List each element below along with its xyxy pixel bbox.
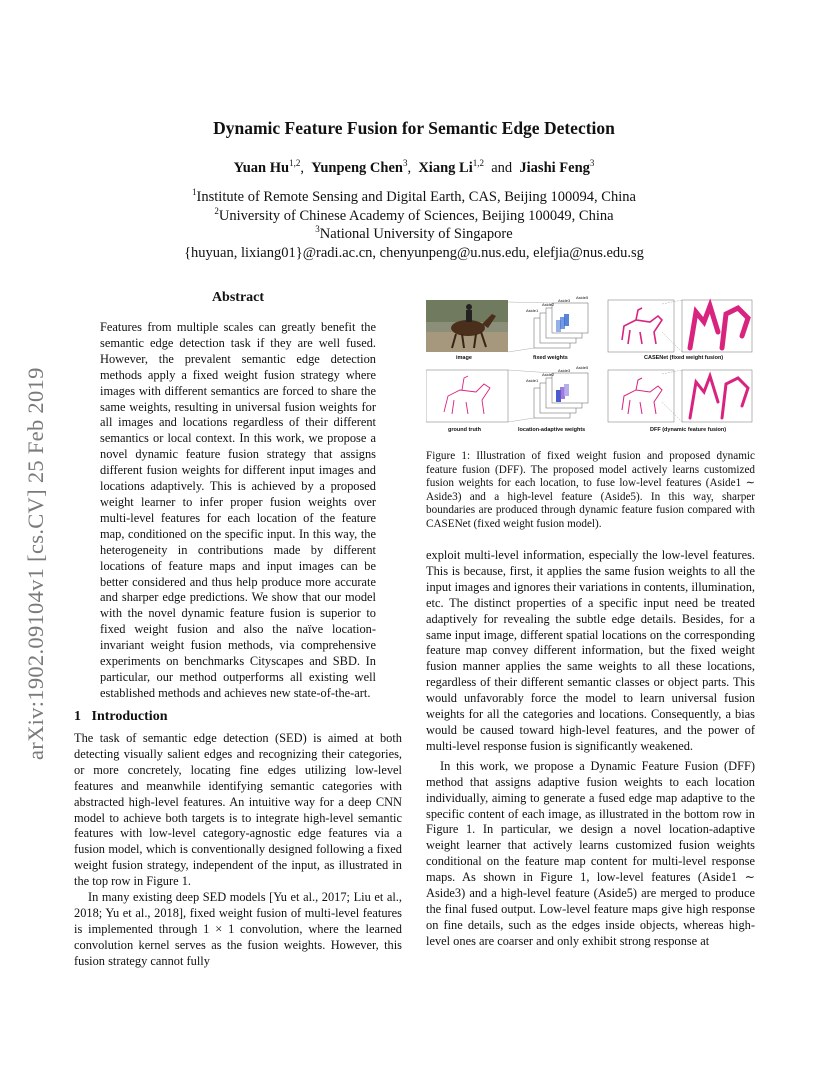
dff-panel — [608, 370, 674, 422]
adaptive-weight-stack — [508, 365, 589, 422]
weight-bar — [564, 384, 569, 396]
casenet-output — [608, 300, 752, 352]
projection-line — [508, 418, 534, 422]
stack-label-aside3: Aside3 — [558, 298, 571, 303]
author-name: Xiang Li — [418, 159, 473, 176]
affil-text: National University of Singapore — [319, 225, 513, 242]
email-line: {huyuan, lixiang01}@radi.ac.cn, chenyunpeng@u.nus.edu, elefjia@nus.edu.sg — [184, 245, 644, 261]
intro-paragraph: exploit multi-level information, especially the low-level features. This is because, first, it applies the same fusion weights to all the input images and ignores their variations in contents, illumination, etc. The distinct properties of a specific input need be treated adaptively for revealing the subtle edge details. Besides, for a same input image, different spatial locations on the corresponding feature map convey different information, but the fixed weight fusion manner applies the same weights to all these locations, regardless of their different semantic classes or object parts. This would unfavorably force the model to learn universal fusion weights for all the categories and locations. Consequently, a bias would be caused toward high-level features, and the power of multi-level response fusion is significantly weakened. — [426, 548, 755, 753]
author-affil-sup: 1,2 — [289, 158, 301, 168]
ground-truth — [426, 370, 508, 422]
intro-right-column — [426, 548, 755, 950]
arxiv-stamp: arXiv:1902.09104v1 [cs.CV] 25 Feb 2019 — [23, 367, 48, 760]
affil-text: University of Chinese Academy of Sciences, Beijing 100049, China — [218, 207, 614, 224]
stack-label-aside3: Aside3 — [558, 368, 571, 373]
projection-line — [508, 348, 534, 352]
abstract-heading: Abstract — [211, 290, 265, 305]
section-number: 1 — [74, 709, 81, 724]
fig-label-dff: DFF (dynamic feature fusion) — [650, 427, 727, 433]
intro-paragraph: The task of semantic edge detection (SED) is aimed at both detecting visually salient edges and recognizing their categories, or more concretely, locating fine edges utilizing low-level features and meanwhile identifying semantic categories with abstracted high-level features. An intuitive way for a deep CNN model to achieve both targets is to integrate high-level semantic features with low-level category-agnostic edge features via a fusion model, which is conventionally designed following a fixed weight fusion strategy, independent of the input, as illustrated in the top row in Figure 1. — [74, 731, 402, 889]
dff-output — [608, 370, 752, 422]
fig-label-image: image — [456, 355, 472, 361]
fig-label-casenet: CASENet (fixed weight fusion) — [644, 355, 724, 361]
fig-label-ground-truth: ground truth — [448, 427, 481, 433]
horse-body — [451, 320, 485, 336]
stack-label-aside1: Aside1 — [526, 308, 539, 313]
paper-title: Dynamic Feature Fusion for Semantic Edge Detection — [213, 118, 615, 138]
affil-sup: 2 — [214, 206, 219, 216]
rider-head — [466, 304, 472, 310]
author-name: Yuan Hu — [233, 159, 290, 176]
author-and: and — [491, 159, 513, 176]
rider — [466, 310, 472, 322]
author-affil-sup: 3 — [402, 158, 408, 168]
horse-photo — [426, 300, 508, 352]
figure-1 — [426, 292, 756, 442]
stack-label-aside2: Aside2 — [542, 302, 555, 307]
figure-caption: Figure 1: Illustration of fixed weight fusion and proposed dynamic feature fusion (DFF). The proposed model actively learns customized fusion weights for each location, to fuse low-level features (Aside1 ∼ Aside3) and a high-level feature (Aside5). In this way, sharper boundaries are produced through dynamic feature fusion compared with CASENet (fixed weight fusion model). — [426, 450, 755, 530]
section-heading — [74, 709, 167, 725]
stack-label-aside2: Aside2 — [542, 372, 555, 377]
author-list: Yuan Hu$^{1,2}$, Yunpeng Chen$^3$, Xiang Li$^{1,2}$ and Jiashi Feng$^3$ — [233, 158, 595, 176]
abstract-text: Features from multiple scales can greatly benefit the semantic edge detection task if they are well fused. However, the prevalent semantic edge detection methods apply a fixed weight fusion strategy where images with different semantics are forced to share the same weights, resulting in universal fusion weights for all images and locations regardless of their different semantics or local context. In this work, we propose a novel dynamic feature fusion strategy that assigns different fusion weights for different input images and locations adaptively. This is achieved by a proposed weight learner to infer proper fusion weights over multi-level features for each location of the feature map, conditioned on the specific input. In this way, the heterogeneity in contributions made by different locations of feature maps and input images can be better considered and thus help produce more accurate and sharper edge predictions. We show that our model with the novel dynamic feature fusion is superior to fixed weight fusion and also the naïve location-invariant weight fusion methods, via comprehensive experiments on benchmarks Cityscapes and SBD. In particular, our method outperforms all existing well established methods and achieves new state-of-the-art. — [100, 320, 376, 700]
stack-label-aside1: Aside1 — [526, 378, 539, 383]
weight-bar — [564, 314, 569, 326]
intro-paragraph: In this work, we propose a Dynamic Feature Fusion (DFF) method that assigns adaptive fusion weights to each location individually, aiming to generate a fused edge map adaptive to the specific content of each image, as illustrated in the bottom row in Figure 1. In particular, we design a novel location-adaptive weight learner that actively learns customized fusion weights conditional on the feature map content for multi-level response maps. As shown in Figure 1, low-level features (Aside1 ∼ Aside3) and a high-level feature (Aside5) are merged to produce the final fused output. Low-level feature maps give high response on fine details, such as the edges inside objects, whereas high-level ones are coarser and only exhibit strong response at — [426, 758, 755, 948]
affiliation-line — [0, 220, 828, 243]
figure-illustration — [426, 292, 756, 442]
fixed-weight-stack — [508, 295, 589, 352]
author-name: Yunpeng Chen — [311, 159, 403, 176]
fig-label-adaptive-weights: location-adaptive weights — [518, 427, 586, 433]
author-affil-sup: 3 — [589, 158, 595, 168]
intro-paragraph: In many existing deep SED models [Yu et al., 2017; Liu et al., 2018; Yu et al., 2018], fixed weight fusion of multi-level features is implemented through 1 × 1 convolution, where the learned convolution kernel serves as the fusion weights. However, this fusion strategy cannot fully — [74, 890, 402, 968]
abstract-body — [100, 320, 376, 702]
section-title: Introduction — [91, 709, 168, 724]
gt-panel — [426, 370, 508, 422]
author-name: Jiashi Feng — [519, 159, 590, 176]
intro-left-column — [74, 731, 402, 970]
affil-sup: 1 — [192, 187, 197, 197]
stack-label-aside5: Aside5 — [576, 295, 589, 300]
author-affil-sup: 1,2 — [472, 158, 484, 168]
affil-text: Institute of Remote Sensing and Digital Earth, CAS, Beijing 100094, China — [196, 188, 636, 205]
fig-label-fixed-weights: fixed weights — [533, 355, 568, 361]
stack-label-aside5: Aside5 — [576, 365, 589, 370]
affil-sup: 3 — [315, 224, 320, 234]
